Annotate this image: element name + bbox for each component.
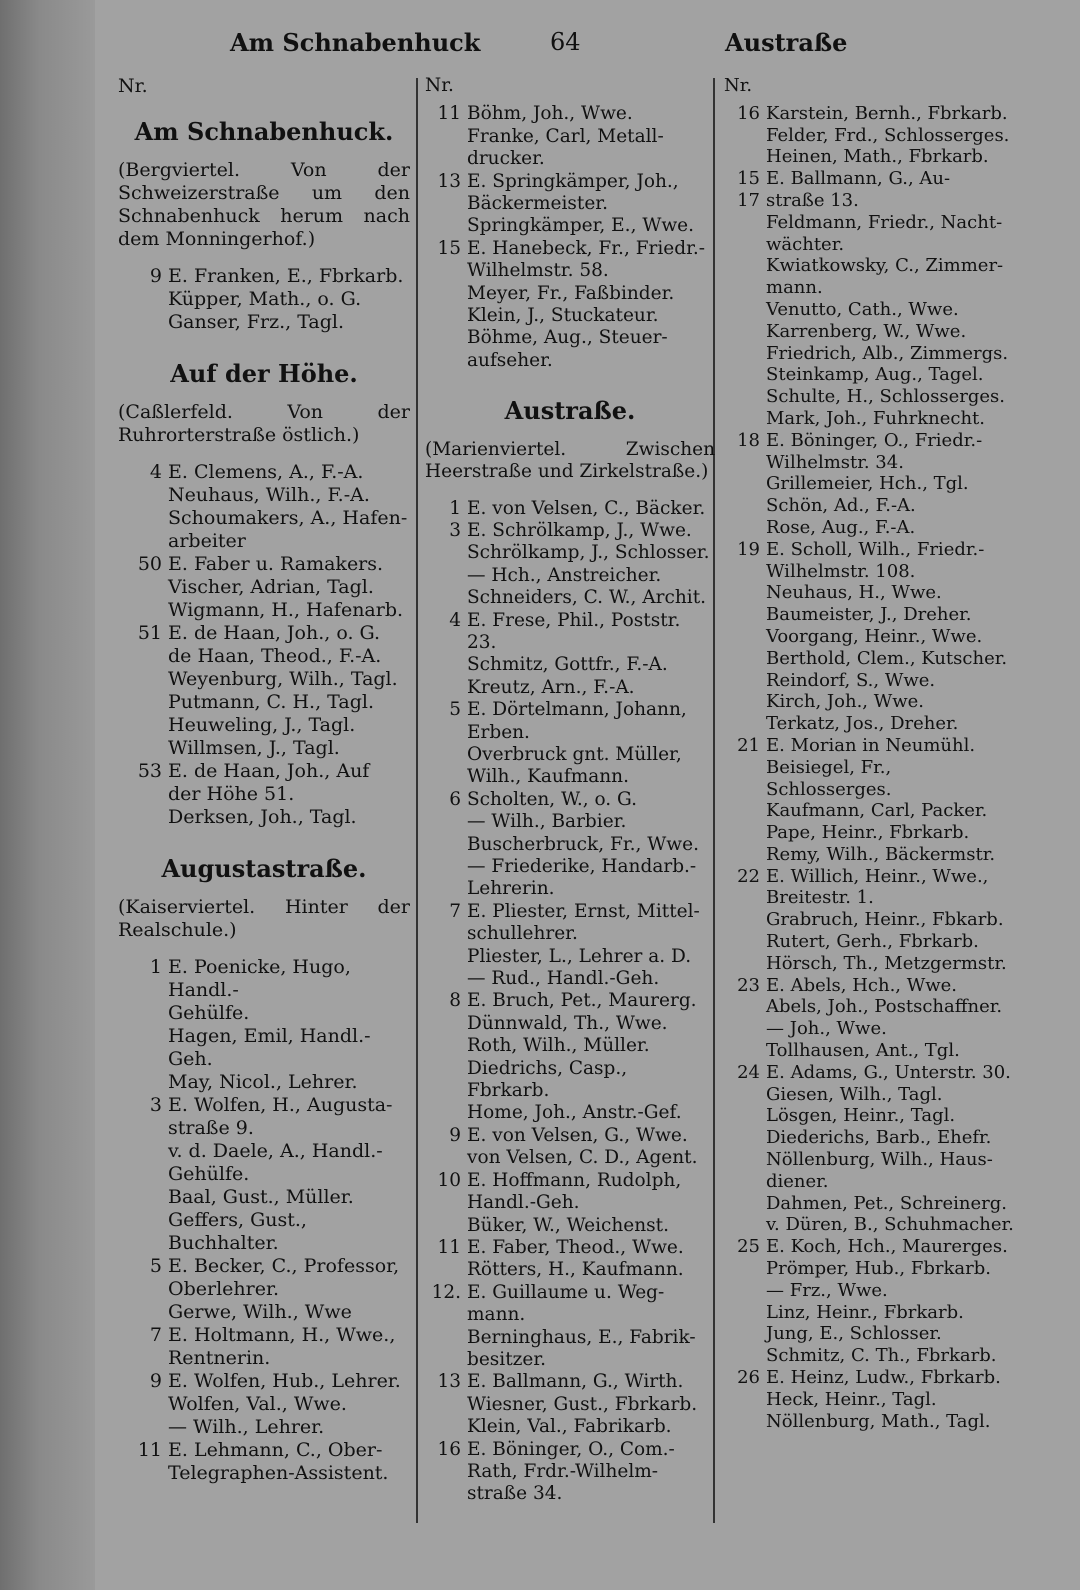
- list-item: [425, 1371, 715, 1438]
- resident-line: E. Heinz, Ludw., Fbrkarb.: [766, 1367, 1001, 1389]
- house-number: 13: [437, 170, 461, 192]
- resident-line: E. de Haan, Joh., o. G.: [168, 622, 381, 644]
- resident-line: E. Hanebeck, Fr., Friedr.-: [467, 237, 706, 259]
- house-number: 11: [137, 1439, 162, 1461]
- resident-line: Grillemeier, Hch., Tgl.: [766, 473, 969, 495]
- house-number: 8: [449, 990, 461, 1012]
- list-item: [118, 622, 410, 760]
- resident-line: Pape, Heinr., Fbrkarb.: [766, 822, 970, 844]
- resident-line: Derksen, Joh., Tagl.: [168, 806, 357, 828]
- resident-line: Linz, Heinr., Fbrkarb.: [766, 1301, 964, 1323]
- resident-lines: [168, 1255, 410, 1324]
- list-item: [425, 520, 715, 610]
- house-number: 26: [737, 1367, 760, 1389]
- house-number: 21: [737, 734, 760, 756]
- resident-line: Berninghaus, E., Fabrik-: [467, 1326, 696, 1348]
- resident-line: Hörsch, Th., Metzgermstr.: [766, 952, 1007, 974]
- resident-line: Weyenburg, Wilh., Tagl.: [168, 668, 398, 690]
- resident-line: E. Clemens, A., F.-A.: [168, 461, 364, 483]
- resident-line: Wigmann, H., Hafenarb.: [168, 599, 404, 621]
- resident-line: Kreutz, Arn., F.-A.: [467, 676, 635, 698]
- resident-line: E. Pliester, Ernst, Mittel-: [467, 900, 700, 922]
- resident-line: aufseher.: [467, 349, 553, 371]
- resident-line: — Wilh., Lehrer.: [168, 1416, 325, 1438]
- list-item: [425, 1282, 715, 1372]
- resident-line: E. Lehmann, C., Ober-: [168, 1439, 383, 1461]
- resident-line: Wolfen, Val., Wwe.: [168, 1393, 347, 1415]
- resident-line: Erben.: [467, 721, 530, 743]
- resident-line: Rötters, H., Kaufmann.: [467, 1259, 684, 1281]
- resident-line: Reindorf, S., Wwe.: [766, 669, 936, 691]
- resident-line: Meyer, Fr., Faßbinder.: [467, 282, 675, 304]
- page-number: 64: [550, 28, 581, 56]
- resident-line: Wilhelmstr. 108.: [766, 560, 916, 582]
- list-item: [724, 430, 1014, 539]
- resident-line: Terkatz, Jos., Dreher.: [766, 713, 959, 735]
- resident-lines: [168, 622, 410, 760]
- list-item: [724, 975, 1014, 1062]
- list-item: [425, 498, 715, 520]
- resident-line: E. Böninger, O., Friedr.-: [766, 429, 983, 451]
- resident-line: E. Springkämper, Joh.,: [467, 170, 679, 192]
- resident-lines: [168, 956, 410, 1094]
- resident-line: Gerwe, Wilh., Wwe: [168, 1301, 352, 1323]
- resident-line: Gehülfe.: [168, 1163, 250, 1185]
- resident-line: E. Ballmann, G., Wirth.: [467, 1371, 684, 1393]
- resident-lines: [766, 430, 1014, 539]
- resident-line: Kaufmann, Carl, Packer.: [766, 800, 988, 822]
- resident-lines: [467, 1371, 715, 1438]
- resident-line: Feldmann, Friedr., Nacht-: [766, 211, 1003, 233]
- list-item: [425, 1170, 715, 1237]
- resident-line: Nöllenburg, Math., Tagl.: [766, 1410, 991, 1432]
- house-number: 7: [449, 900, 461, 922]
- resident-line: E. Faber, Theod., Wwe.: [467, 1236, 684, 1258]
- resident-line: Grabruch, Heinr., Fbkarb.: [766, 909, 1004, 931]
- resident-lines: [467, 1125, 715, 1170]
- column-2: [425, 75, 715, 1506]
- list-item: [425, 103, 715, 170]
- list-item: [724, 866, 1014, 975]
- house-number: 4: [449, 609, 461, 631]
- resident-line: Baumeister, J., Dreher.: [766, 604, 972, 626]
- header-left-street: Am Schnabenhuck: [230, 28, 481, 57]
- resident-line: E. Ballmann, G., Au-: [766, 168, 951, 190]
- house-number: 9: [449, 1124, 461, 1146]
- resident-line: mann.: [766, 277, 823, 299]
- resident-lines: [766, 866, 1014, 975]
- resident-line: Karstein, Bernh., Fbrkarb.: [766, 102, 1008, 124]
- resident-line: Tollhausen, Ant., Tgl.: [766, 1040, 960, 1062]
- resident-line: Home, Joh., Anstr.-Gef.: [467, 1102, 682, 1124]
- list-item: [118, 1324, 410, 1370]
- resident-line: Abels, Joh., Postschaffner.: [766, 996, 1003, 1018]
- resident-line: Schulte, H., Schlosserges.: [766, 386, 1006, 408]
- resident-line: E. Koch, Hch., Maurerges.: [766, 1236, 1008, 1258]
- resident-line: — Joh., Wwe.: [766, 1018, 887, 1040]
- resident-lines: [766, 539, 1014, 735]
- resident-line: Felder, Frd., Schlosserges.: [766, 124, 1010, 146]
- resident-line: Dahmen, Pet., Schreinerg.: [766, 1192, 1007, 1214]
- resident-line: v. Düren, B., Schuhmacher.: [766, 1214, 1014, 1236]
- resident-line: diener.: [766, 1170, 829, 1192]
- house-number: 9: [149, 1370, 162, 1392]
- resident-line: von Velsen, C. D., Agent.: [467, 1147, 698, 1169]
- list-item: [724, 1236, 1014, 1367]
- resident-line: — Friederike, Handarb.-: [467, 856, 697, 877]
- resident-lines: [168, 1094, 410, 1255]
- column-3: [724, 75, 1014, 1432]
- resident-line: Jung, E., Schlosser.: [766, 1323, 942, 1345]
- resident-line: E. Adams, G., Unterstr. 30.: [766, 1061, 1011, 1083]
- resident-line: Venutto, Cath., Wwe.: [766, 298, 959, 320]
- list-item: [425, 238, 715, 372]
- resident-line: Prömper, Hub., Fbrkarb.: [766, 1258, 991, 1280]
- resident-line: besitzer.: [467, 1348, 547, 1370]
- resident-lines: [467, 699, 715, 789]
- resident-line: Karrenberg, W., Wwe.: [766, 320, 967, 342]
- street-description: (Marienviertel. Zwischen Heerstraße und Zirkelstraße.): [425, 438, 715, 483]
- list-item: [118, 1370, 410, 1439]
- resident-lines: [168, 553, 410, 622]
- resident-line: E. de Haan, Joh., Auf: [168, 760, 370, 782]
- resident-lines: [467, 1237, 715, 1282]
- resident-line: E. Schrölkamp, J., Wwe.: [467, 519, 692, 541]
- resident-line: straße 9.: [168, 1117, 254, 1139]
- header-right-street: Austraße: [725, 28, 848, 57]
- resident-line: schullehrer.: [467, 923, 578, 945]
- house-number: 10: [437, 1169, 461, 1191]
- column-divider-1: [416, 78, 418, 1523]
- resident-line: Breitestr. 1.: [766, 887, 874, 909]
- resident-line: Dünnwald, Th., Wwe.: [467, 1012, 668, 1034]
- resident-line: — Wilh., Barbier.: [467, 811, 627, 833]
- resident-line: Baal, Gust., Müller.: [168, 1186, 354, 1208]
- page-header: [110, 28, 1070, 68]
- resident-line: Berthold, Clem., Kutscher.: [766, 647, 1008, 669]
- resident-line: — Rud., Handl.-Geh.: [467, 968, 660, 990]
- list-item: [724, 168, 1014, 430]
- list-item: [425, 990, 715, 1124]
- resident-line: Scholten, W., o. G.: [467, 788, 638, 810]
- resident-line: Rath, Frdr.-Wilhelm-: [467, 1460, 659, 1482]
- resident-line: Böhme, Aug., Steuer-: [467, 327, 668, 349]
- resident-line: Geffers, Gust., Buchhalter.: [168, 1209, 307, 1254]
- resident-line: Oberlehrer.: [168, 1278, 279, 1300]
- resident-line: Rutert, Gerh., Fbrkarb.: [766, 931, 979, 953]
- resident-line: E. Dörtelmann, Johann,: [467, 699, 687, 721]
- list-item: [118, 461, 410, 553]
- resident-lines: [168, 1324, 410, 1370]
- house-number: 25: [737, 1236, 760, 1258]
- column-1: [118, 75, 410, 1485]
- house-number: 5: [449, 699, 461, 721]
- house-number: 12.: [431, 1281, 461, 1303]
- resident-line: Remy, Wilh., Bäckermstr.: [766, 843, 996, 865]
- resident-line: mann.: [467, 1304, 526, 1326]
- list-item: [425, 901, 715, 991]
- list-item: [425, 610, 715, 700]
- resident-line: E. Hoffmann, Rudolph,: [467, 1169, 682, 1191]
- house-number: 53: [137, 760, 162, 782]
- resident-lines: [766, 735, 1014, 866]
- resident-lines: [467, 610, 715, 700]
- resident-lines: [467, 1170, 715, 1237]
- list-item: [724, 1062, 1014, 1236]
- resident-line: Telegraphen-Assistent.: [168, 1462, 389, 1484]
- resident-line: E. Becker, C., Professor,: [168, 1255, 400, 1277]
- list-item: [425, 1237, 715, 1282]
- list-item: [425, 789, 715, 901]
- resident-line: E. Wolfen, Hub., Lehrer.: [168, 1370, 401, 1392]
- resident-line: Wilhelmstr. 34.: [766, 451, 904, 473]
- resident-line: Kwiatkowsky, C., Zimmer-: [766, 255, 1004, 277]
- resident-line: arbeiter: [168, 530, 246, 552]
- resident-lines: [467, 1282, 715, 1372]
- resident-line: Friedrich, Alb., Zimmergs.: [766, 342, 1009, 364]
- street-heading: Am Schnabenhuck.: [134, 117, 394, 146]
- list-item: [425, 699, 715, 789]
- street-heading: Auf der Höhe.: [170, 359, 358, 388]
- house-number: 9: [149, 265, 162, 287]
- list-item: [118, 265, 410, 334]
- page-gutter-shadow: [0, 0, 95, 1590]
- house-number: 16: [737, 102, 760, 124]
- house-number: 11: [437, 103, 461, 125]
- resident-line: — Hch., Anstreicher.: [467, 564, 662, 586]
- resident-line: E. Abels, Hch., Wwe.: [766, 974, 958, 996]
- list-item: [425, 1439, 715, 1506]
- resident-line: E. Böninger, O., Com.-: [467, 1438, 675, 1460]
- resident-line: Schmitz, Gottfr., F.-A.: [467, 654, 668, 676]
- resident-line: Diedrichs, Casp., Fbrkarb.: [467, 1057, 628, 1102]
- resident-line: wächter.: [766, 233, 845, 255]
- list-item: [118, 956, 410, 1094]
- list-item: [724, 103, 1014, 168]
- resident-line: Schön, Ad., F.-A.: [766, 495, 916, 517]
- house-number: 16: [437, 1438, 461, 1460]
- resident-line: Büker, W., Weichenst.: [467, 1214, 669, 1236]
- list-item: [724, 1367, 1014, 1432]
- number-label: Nr.: [724, 75, 753, 96]
- resident-line: Lösgen, Heinr., Tagl.: [766, 1105, 956, 1127]
- number-label: Nr.: [118, 75, 148, 97]
- resident-line: Hagen, Emil, Handl.-Geh.: [168, 1025, 371, 1070]
- resident-lines: [467, 171, 715, 238]
- list-item: [118, 760, 410, 829]
- resident-line: straße 13.: [766, 189, 859, 211]
- list-item: [118, 1094, 410, 1255]
- resident-line: Lehrerin.: [467, 878, 555, 900]
- list-item: [118, 1439, 410, 1485]
- resident-line: Schoumakers, A., Hafen-: [168, 507, 408, 529]
- list-item: [118, 553, 410, 622]
- resident-line: E. Scholl, Wilh., Friedr.-: [766, 538, 985, 560]
- resident-line: Neuhaus, Wilh., F.-A.: [168, 484, 370, 506]
- house-number: 7: [149, 1324, 162, 1346]
- resident-line: straße 34.: [467, 1483, 563, 1505]
- house-number: 3: [149, 1094, 162, 1116]
- resident-lines: [467, 990, 715, 1124]
- house-number: 4: [149, 461, 162, 483]
- resident-line: E. Willich, Heinr., Wwe.,: [766, 865, 989, 887]
- resident-line: — Frz., Wwe.: [766, 1279, 888, 1301]
- resident-line: E. von Velsen, G., Wwe.: [467, 1124, 688, 1146]
- resident-lines: [467, 238, 715, 372]
- resident-line: Neuhaus, H., Wwe.: [766, 582, 942, 604]
- resident-line: Heinen, Math., Fbrkarb.: [766, 146, 989, 168]
- resident-line: E. Holtmann, H., Wwe.,: [168, 1324, 396, 1346]
- resident-line: Ganser, Frz., Tagl.: [168, 311, 345, 333]
- house-number: 23: [737, 974, 760, 996]
- resident-line: Kirch, Joh., Wwe.: [766, 691, 925, 713]
- resident-lines: [467, 789, 715, 901]
- resident-line: Schmitz, C. Th., Fbrkarb.: [766, 1345, 997, 1367]
- house-number: 22: [737, 865, 760, 887]
- resident-lines: [467, 1439, 715, 1506]
- resident-line: Steinkamp, Aug., Tagel.: [766, 364, 984, 386]
- resident-line: Rose, Aug., F.-A.: [766, 516, 916, 538]
- resident-line: Vischer, Adrian, Tagl.: [168, 576, 374, 598]
- resident-line: Roth, Wilh., Müller.: [467, 1035, 650, 1057]
- house-number: 1: [449, 497, 461, 519]
- resident-line: Voorgang, Heinr., Wwe.: [766, 625, 983, 647]
- house-number: 50: [137, 553, 162, 575]
- resident-lines: [168, 1370, 410, 1439]
- house-number: 11: [437, 1236, 461, 1258]
- resident-line: Giesen, Wilh., Tagl.: [766, 1083, 943, 1105]
- resident-lines: [766, 1062, 1014, 1236]
- house-number: 13: [437, 1371, 461, 1393]
- resident-line: Nöllenburg, Wilh., Haus-: [766, 1149, 993, 1171]
- house-number: 18: [737, 429, 760, 451]
- resident-lines: [168, 1439, 410, 1485]
- list-item: [724, 735, 1014, 866]
- resident-line: Putmann, C. H., Tagl.: [168, 691, 374, 713]
- resident-line: Wiesner, Gust., Fbrkarb.: [467, 1393, 698, 1415]
- resident-line: der Höhe 51.: [168, 783, 295, 805]
- resident-lines: [168, 760, 410, 829]
- resident-line: E. Morian in Neumühl.: [766, 734, 976, 756]
- resident-lines: [766, 975, 1014, 1062]
- street-description: (Bergviertel. Von der Schweizerstraße um den Schnabenhuck herum nach dem Monningerhof.): [118, 159, 410, 250]
- resident-line: Heck, Heinr., Tagl.: [766, 1388, 937, 1410]
- resident-line: Handl.-Geh.: [467, 1192, 580, 1214]
- resident-line: Heuweling, J., Tagl.: [168, 714, 356, 736]
- house-number: 19: [737, 538, 760, 560]
- resident-line: E. Bruch, Pet., Maurerg.: [467, 990, 697, 1012]
- house-number: 15 17: [737, 168, 760, 211]
- street-description: (Caßlerfeld. Von der Ruhrorterstraße östlich.): [118, 401, 410, 446]
- resident-line: Mark, Joh., Fuhrknecht.: [766, 407, 985, 429]
- list-item: [425, 171, 715, 238]
- resident-line: E. Franken, E., Fbrkarb.: [168, 265, 404, 287]
- resident-line: Küpper, Math., o. G.: [168, 288, 362, 310]
- resident-lines: [766, 1236, 1014, 1367]
- number-label: Nr.: [425, 75, 454, 96]
- list-item: [724, 539, 1014, 735]
- house-number: 3: [449, 519, 461, 541]
- house-number: 51: [137, 622, 162, 644]
- resident-line: Böhm, Joh., Wwe.: [467, 103, 633, 125]
- street-heading: Augustastraße.: [161, 854, 367, 883]
- resident-line: Schrölkamp, J., Schlosser.: [467, 542, 710, 564]
- resident-lines: [467, 103, 715, 170]
- resident-line: May, Nicol., Lehrer.: [168, 1071, 358, 1093]
- resident-line: E. Wolfen, H., Augusta-: [168, 1094, 393, 1116]
- street-description: (Kaiserviertel. Hinter der Realschule.): [118, 896, 410, 941]
- resident-line: Pliester, L., Lehrer a. D.: [467, 945, 692, 967]
- resident-lines: [467, 520, 715, 610]
- resident-line: Klein, Val., Fabrikarb.: [467, 1416, 672, 1438]
- resident-line: Franke, Carl, Metall-: [467, 125, 664, 147]
- list-item: [425, 1125, 715, 1170]
- resident-line: E. Frese, Phil., Poststr. 23.: [467, 609, 681, 653]
- list-item: [118, 1255, 410, 1324]
- resident-lines: [766, 103, 1014, 168]
- resident-line: Buscherbruck, Fr., Wwe.: [467, 833, 699, 855]
- resident-line: Bäckermeister.: [467, 193, 608, 215]
- resident-line: Gehülfe.: [168, 1002, 250, 1024]
- resident-line: Beisiegel, Fr., Schlosserges.: [766, 756, 892, 800]
- resident-line: Rentnerin.: [168, 1347, 271, 1369]
- resident-line: Willmsen, J., Tagl.: [168, 737, 340, 759]
- house-number: 6: [449, 788, 461, 810]
- house-number: 5: [149, 1255, 162, 1277]
- resident-line: Schneiders, C. W., Archit.: [467, 587, 707, 609]
- resident-line: E. von Velsen, C., Bäcker.: [467, 497, 706, 519]
- resident-line: E. Faber u. Ramakers.: [168, 553, 384, 575]
- resident-lines: [467, 901, 715, 991]
- house-number: 15: [437, 237, 461, 259]
- resident-line: Diederichs, Barb., Ehefr.: [766, 1127, 992, 1149]
- resident-lines: [467, 498, 715, 520]
- house-number: 1: [149, 956, 162, 978]
- resident-line: Springkämper, E., Wwe.: [467, 215, 695, 237]
- resident-lines: [168, 265, 410, 334]
- resident-line: E. Guillaume u. Weg-: [467, 1281, 665, 1303]
- resident-lines: [168, 461, 410, 553]
- resident-line: de Haan, Theod., F.-A.: [168, 645, 382, 667]
- resident-line: Overbruck gnt. Müller,: [467, 743, 682, 765]
- house-number: 24: [737, 1061, 760, 1083]
- resident-line: Wilh., Kaufmann.: [467, 766, 629, 788]
- resident-line: v. d. Daele, A., Handl.-: [168, 1140, 383, 1162]
- resident-line: E. Poenicke, Hugo, Handl.-: [168, 956, 351, 1001]
- resident-line: Klein, J., Stuckateur.: [467, 305, 659, 327]
- resident-line: Wilhelmstr. 58.: [467, 260, 609, 282]
- resident-lines: [766, 1367, 1014, 1432]
- resident-line: drucker.: [467, 148, 545, 170]
- street-heading: Austraße.: [504, 396, 636, 426]
- resident-lines: [766, 168, 1014, 430]
